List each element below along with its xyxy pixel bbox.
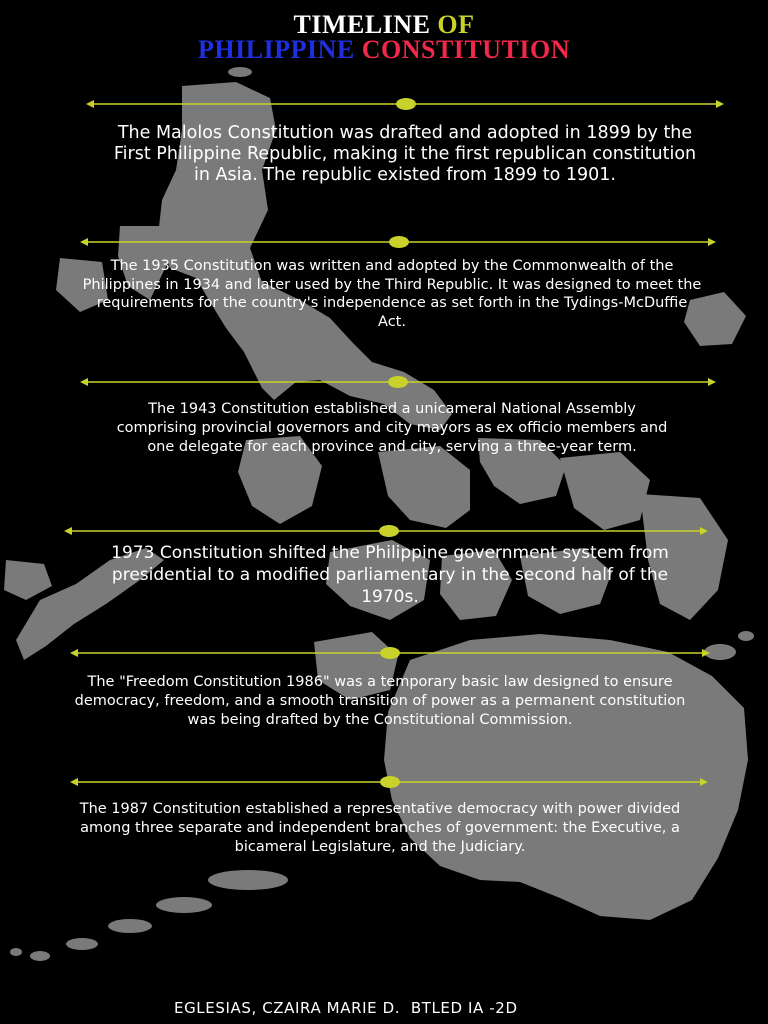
divider-arrow-icon	[80, 235, 716, 249]
timeline-divider-1	[86, 97, 724, 111]
title-word-timeline: TIMELINE	[293, 10, 431, 39]
timeline-entry-1973: 1973 Constitution shifted the Philippine government system from presidential to a modified parliamentary in the second half of the 1970s.	[111, 543, 669, 607]
title-word-constitution: CONSTITUTION	[361, 35, 570, 64]
timeline-entry-malolos: The Malolos Constitution was drafted and adopted in 1899 by the First Philippine Republic, making it the first republican constitution in Asia. The republic existed from 1899 to 1901.	[113, 123, 697, 185]
timeline-divider-6	[70, 775, 708, 789]
timeline-entry-1943: The 1943 Constitution established a unicameral National Assembly comprising provincial governors and city mayors as ex officio members and one delegate for each province and city, serving a three-year term.	[116, 401, 668, 455]
timeline-entry-1935: The 1935 Constitution was written and adopted by the Commonwealth of the Philippines in 1934 and later used by the Third Republic. It was designed to meet the requirements for the country's independence as set forth in the Tydings-McDuffie Act.	[82, 258, 702, 330]
author-credit: EGLESIAS, CZAIRA MARIE D. BTLED IA -2D	[174, 999, 518, 1017]
timeline-divider-2	[80, 235, 716, 249]
title-word-philippine: PHILIPPINE	[198, 35, 355, 64]
timeline-divider-4	[64, 524, 708, 538]
divider-arrow-icon	[70, 775, 708, 789]
timeline-divider-3	[80, 375, 716, 389]
timeline-entry-1986: The "Freedom Constitution 1986" was a temporary basic law designed to ensure democracy, freedom, and a smooth transition of power as a permanent constitution was being drafted by the Constitutional Commission.	[74, 674, 686, 728]
divider-arrow-icon	[64, 524, 708, 538]
page-subtitle	[0, 37, 768, 63]
timeline-divider-5	[70, 646, 710, 660]
divider-arrow-icon	[80, 375, 716, 389]
timeline-entry-1987: The 1987 Constitution established a representative democracy with power divided among three separate and independent branches of government: the Executive, a bicameral Legislature, and the Judiciary.	[79, 801, 681, 855]
divider-arrow-icon	[70, 646, 710, 660]
divider-arrow-icon	[86, 97, 724, 111]
title-word-of: OF	[437, 10, 475, 39]
